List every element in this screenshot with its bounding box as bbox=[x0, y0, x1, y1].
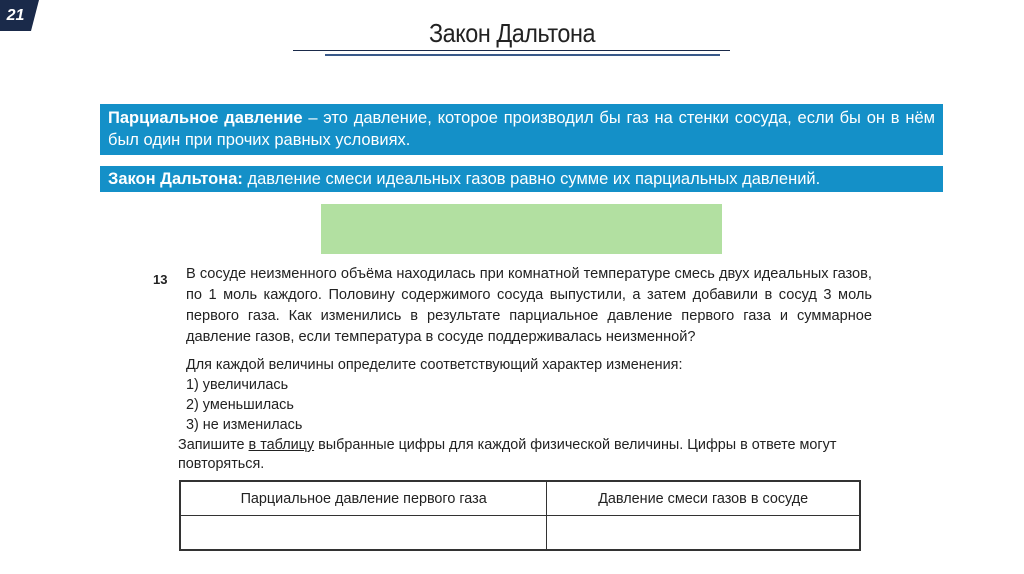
option-decrease: 2) уменьшилась bbox=[186, 397, 294, 413]
problem-instruction-block bbox=[186, 355, 682, 435]
slide-number-badge: 21 bbox=[0, 0, 31, 31]
answer-table bbox=[179, 480, 861, 551]
table-header-row bbox=[180, 481, 860, 516]
note-link: в таблицу bbox=[248, 437, 315, 453]
definition-term: Парциальное давление bbox=[108, 109, 303, 127]
table-answer-row bbox=[180, 516, 860, 551]
partial-pressure-definition bbox=[100, 104, 943, 155]
problem-text bbox=[186, 264, 872, 348]
law-term: Закон Дальтона: bbox=[108, 170, 243, 188]
option-increase: 1) увеличилась bbox=[186, 377, 289, 393]
slide-title: Закон Дальтона bbox=[428, 18, 596, 48]
title-underline bbox=[293, 50, 730, 51]
definition-text: – это давление, которое производил бы газ на стенки сосуда, если бы он в нём был один при прочих равных условиях. bbox=[108, 109, 935, 149]
note-before: Запишите bbox=[178, 437, 249, 453]
note-after: выбранные цифры для каждой физической величины. Цифры в ответе могут повторяться. bbox=[178, 437, 837, 472]
header-partial-pressure: Парциальное давление первого газа bbox=[180, 481, 547, 516]
answer-placeholder-box bbox=[321, 204, 722, 254]
law-text: давление смеси идеальных газов равно сумме их парциальных давлений. bbox=[242, 170, 821, 188]
header-mixture-pressure: Давление смеси газов в сосуде bbox=[547, 481, 860, 516]
dalton-law-definition bbox=[100, 166, 943, 192]
problem-number: 13 bbox=[153, 272, 168, 287]
answer-cell-2[interactable] bbox=[547, 516, 860, 551]
option-unchanged: 3) не изменилась bbox=[186, 417, 303, 433]
answer-cell-1[interactable] bbox=[180, 516, 547, 551]
title-underline-accent bbox=[325, 54, 720, 56]
problem-statement: В сосуде неизменного объёма находилась при комнатной температуре смесь двух идеальных газов, по 1 моль каждого. Половину содержимого сосуда выпустили, а затем добавили в сосуд 3 моль первого газа. Как изменились в результате парциальное давление первого газа и суммарное давление газов, если температура в сосуде поддерживалась неизменной? bbox=[186, 266, 872, 345]
answer-note bbox=[178, 436, 870, 474]
instruction-text: Для каждой величины определите соответствующий характер изменения: bbox=[186, 357, 683, 373]
